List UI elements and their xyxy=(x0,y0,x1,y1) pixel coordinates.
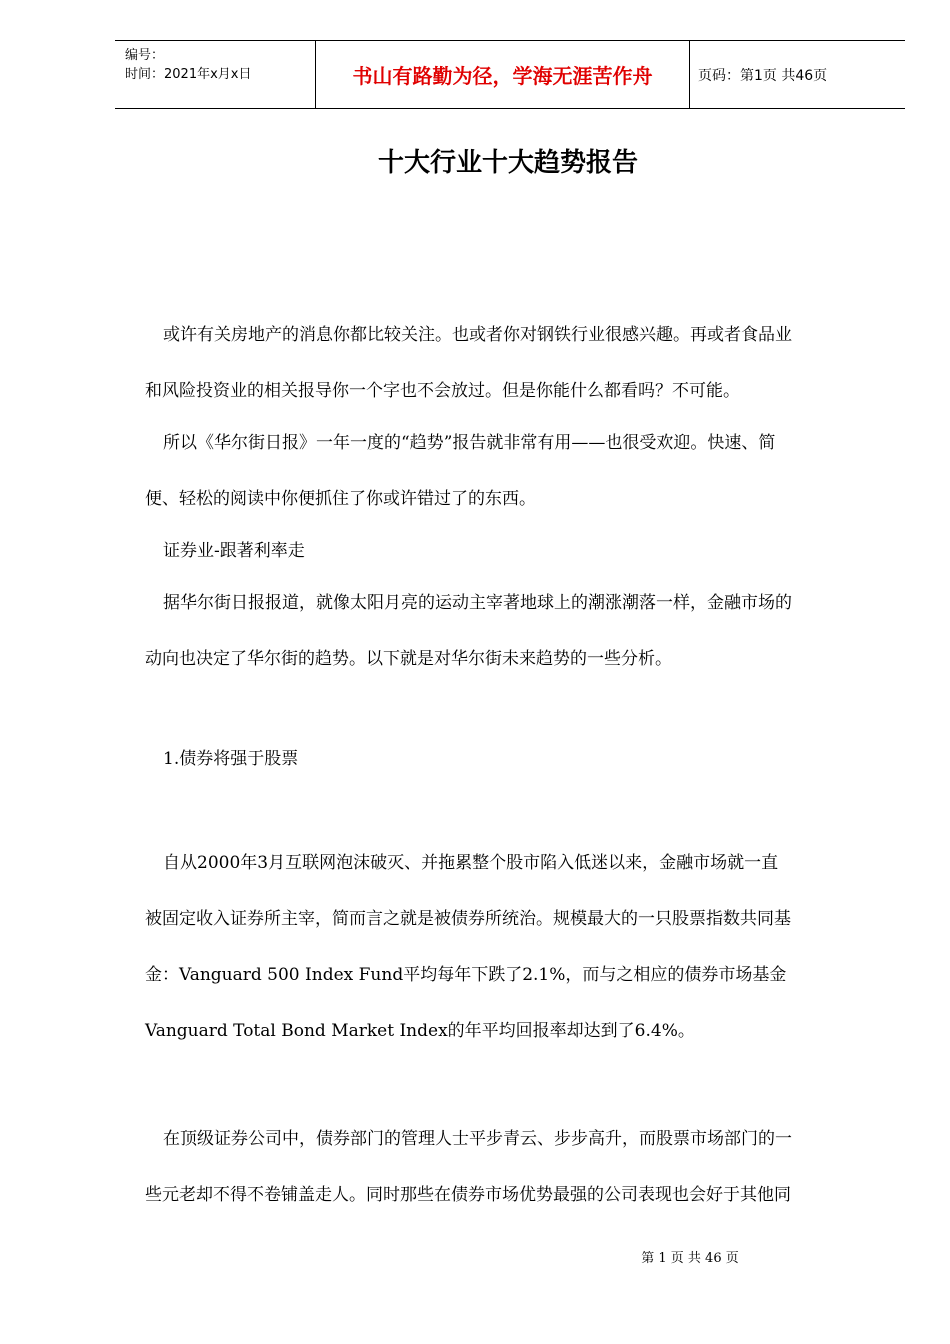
body-line: 和风险投资业的相关报导你一个字也不会放过。但是你能什么都看吗？不可能。 xyxy=(145,381,740,401)
header-motto: 书山有路勤为径，学海无涯苦作舟 xyxy=(315,41,690,108)
body-line: 被固定收入证券所主宰，简而言之就是被债券所统治。规模最大的一只股票指数共同基 xyxy=(145,909,791,929)
body-line: 动向也决定了华尔街的趋势。以下就是对华尔街未来趋势的一些分析。 xyxy=(145,649,672,669)
body-line: 或许有关房地产的消息你都比较关注。也或者你对钢铁行业很感兴趣。再或者食品业 xyxy=(163,325,792,345)
body-line: 便、轻松的阅读中你便抓住了你或许错过了的东西。 xyxy=(145,489,536,509)
header-meta xyxy=(115,41,315,108)
section-heading: 证券业-跟著利率走 xyxy=(163,541,305,561)
document-title: 十大行业十大趋势报告 xyxy=(377,148,638,178)
body-line: 自从2000年3月互联网泡沫破灭、并拖累整个股市陷入低迷以来，金融市场就一直 xyxy=(163,853,779,873)
body-line: Vanguard Total Bond Market Index的年平均回报率却达到了6.4%。 xyxy=(145,1021,695,1041)
body-line: 金：Vanguard 500 Index Fund平均每年下跌了2.1%，而与之相应的债券市场基金 xyxy=(145,965,787,985)
body-line: 些元老却不得不卷铺盖走人。同时那些在债券市场优势最强的公司表现也会好于其他同 xyxy=(145,1185,791,1205)
header-page-info xyxy=(689,41,905,108)
page-footer: 第 1 页 共 46 页 xyxy=(641,1251,739,1266)
number-label: 编号： xyxy=(125,48,165,63)
page-info-text: 页码：第1页 共46页 xyxy=(698,67,828,84)
subsection-heading: 1.债券将强于股票 xyxy=(163,749,299,769)
body-line: 在顶级证券公司中，债券部门的管理人士平步青云、步步高升，而股票市场部门的一 xyxy=(163,1129,792,1149)
page-header xyxy=(115,40,905,109)
body-line: 所以《华尔街日报》一年一度的“趋势”报告就非常有用——也很受欢迎。快速、简 xyxy=(163,433,776,453)
body-line: 据华尔街日报报道，就像太阳月亮的运动主宰著地球上的潮涨潮落一样，金融市场的 xyxy=(163,593,792,613)
time-label: 时间：2021年x月x日 xyxy=(125,67,252,82)
